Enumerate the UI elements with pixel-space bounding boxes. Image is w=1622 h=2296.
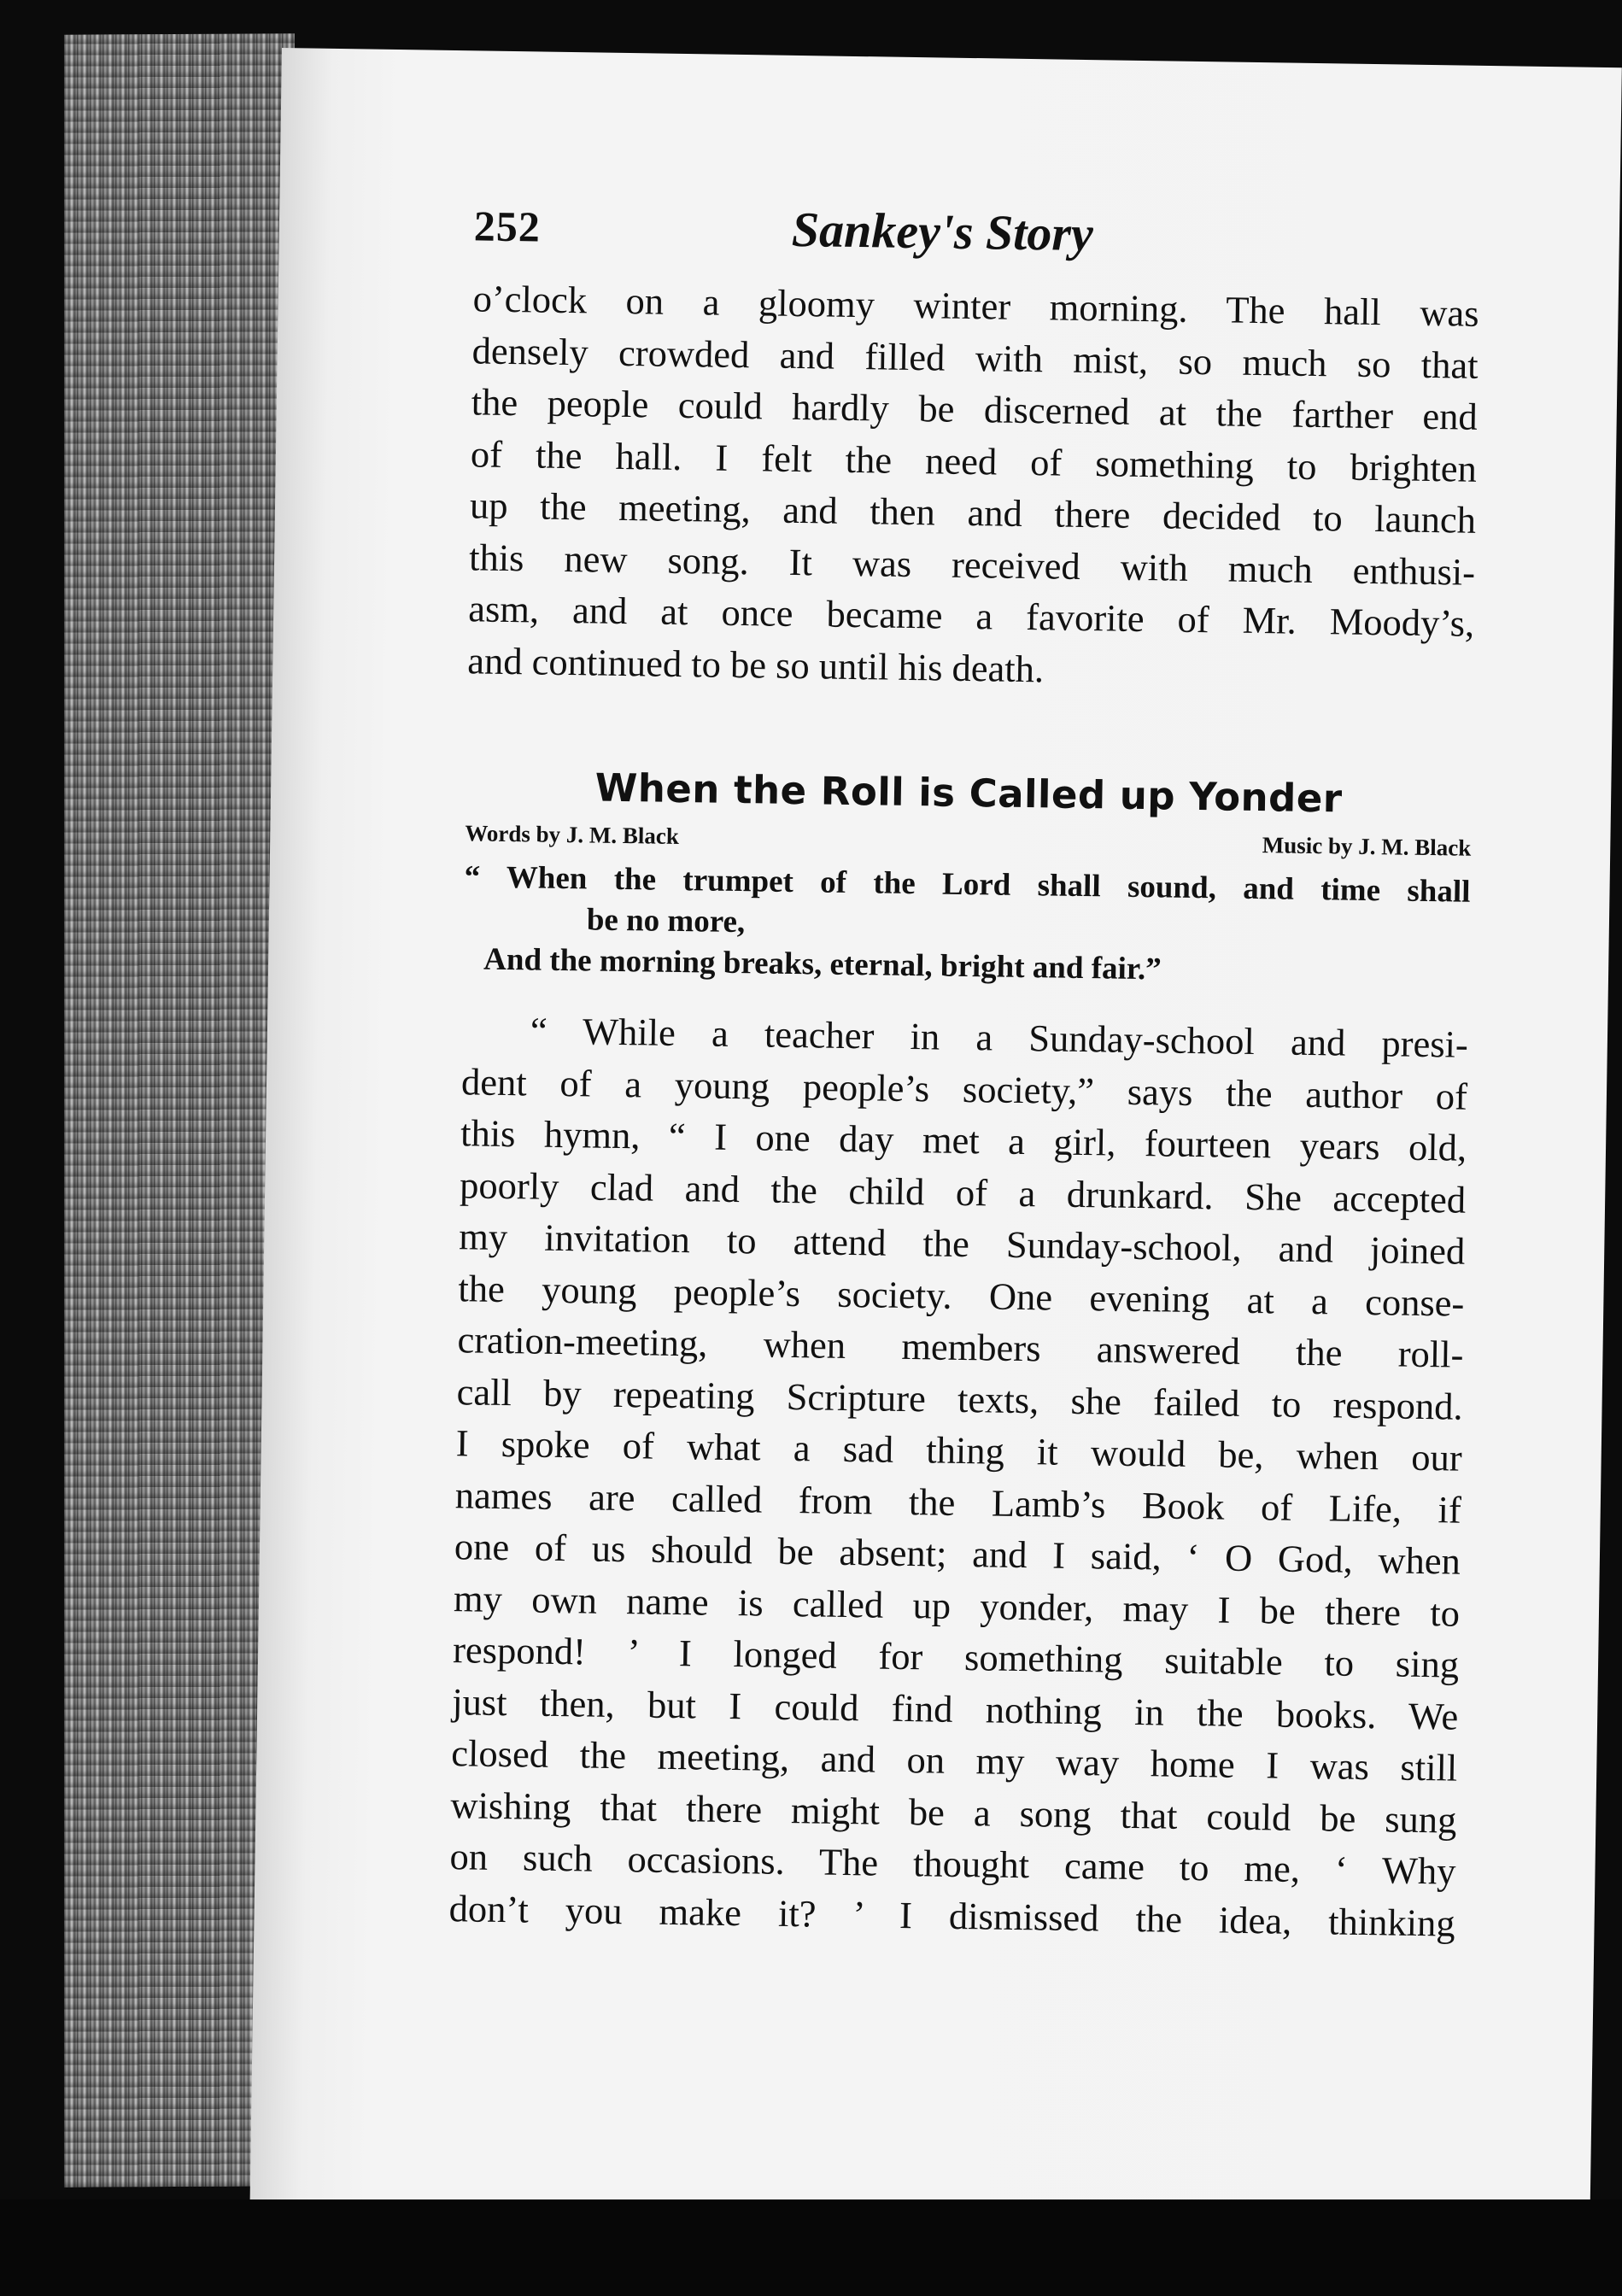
book-page [249,48,1622,2264]
quote-line: And the morning breaks, eternal, bright and fair.” [483,941,1162,987]
story-paragraph [448,1004,1468,1948]
scan-bottom-border [0,2199,1622,2296]
text-line: densely crowded and filled with mist, so much so that [471,328,1479,387]
text-line: call by repeating Scripture texts, she failed to respond. [456,1369,1463,1428]
text-line: up the meeting, and then and there decided to launch [469,483,1477,542]
hymn-title: When the Roll is Called up Yonder [594,764,1343,822]
hymn-credits [465,820,1471,861]
text-line: “ While a teacher in a Sunday-school and presi- [530,1009,1469,1066]
text-line: names are called from the Lamb’s Book of Life, if [454,1473,1462,1532]
text-line: this new song. It was received with much enthusi- [468,535,1476,594]
text-line: the people could hardly be discerned at the farther end [471,380,1479,438]
text-line: the young people’s society. One evening at a conse- [458,1266,1465,1325]
page-header [473,196,1480,282]
text-line: one of us should be absent; and I said, ‘ O God, when [454,1525,1461,1583]
running-head: Sankey's Story [791,201,1094,262]
opening-paragraph [467,272,1479,700]
text-line: don’t you make it? ’ I dismissed the idea, thinking [448,1886,1455,1945]
page-content [448,196,1480,1948]
text-line: of the hall. I felt the need of something to brighten [470,431,1478,490]
text-line: dent of a young people’s society,” says the author of [460,1059,1468,1118]
text-line: asm, and at once became a favorite of Mr. Moody’s, [467,587,1475,645]
words-credit: Words by J. M. Black [465,820,680,849]
text-line: closed the meeting, and on my way home I was still [451,1731,1458,1789]
text-line: I spoke of what a sad thing it would be, when our [455,1421,1463,1479]
text-line: on such occasions. The thought came to me, ‘ Why [449,1835,1456,1893]
text-line: cration-meeting, when members answered the roll- [457,1318,1464,1376]
text-line: and continued to be so until his death. [467,638,1045,690]
text-line: this hymn, “ I one day met a girl, fourteen years old, [460,1111,1467,1169]
text-line: o’clock on a gloomy winter morning. The hall was [472,277,1479,335]
music-credit: Music by J. M. Black [1262,832,1472,861]
text-line: wishing that there might be a song that could be sung [450,1783,1457,1842]
quote-line: “ When the trumpet of the Lord shall sound, and time shall [464,859,1471,910]
text-line: poorly clad and the child of a drunkard. She accepted [459,1163,1467,1221]
quote-line: be no more, [586,902,746,940]
text-line: just then, but I could find nothing in the books. We [451,1679,1459,1738]
hymn-quote [463,857,1471,994]
page-number: 252 [473,202,542,251]
text-line: my invitation to attend the Sunday-school, and joined [459,1215,1466,1273]
text-line: respond! ’ I longed for something suitable to sing [452,1628,1460,1686]
text-line: my own name is called up yonder, may I be there to [453,1576,1461,1635]
